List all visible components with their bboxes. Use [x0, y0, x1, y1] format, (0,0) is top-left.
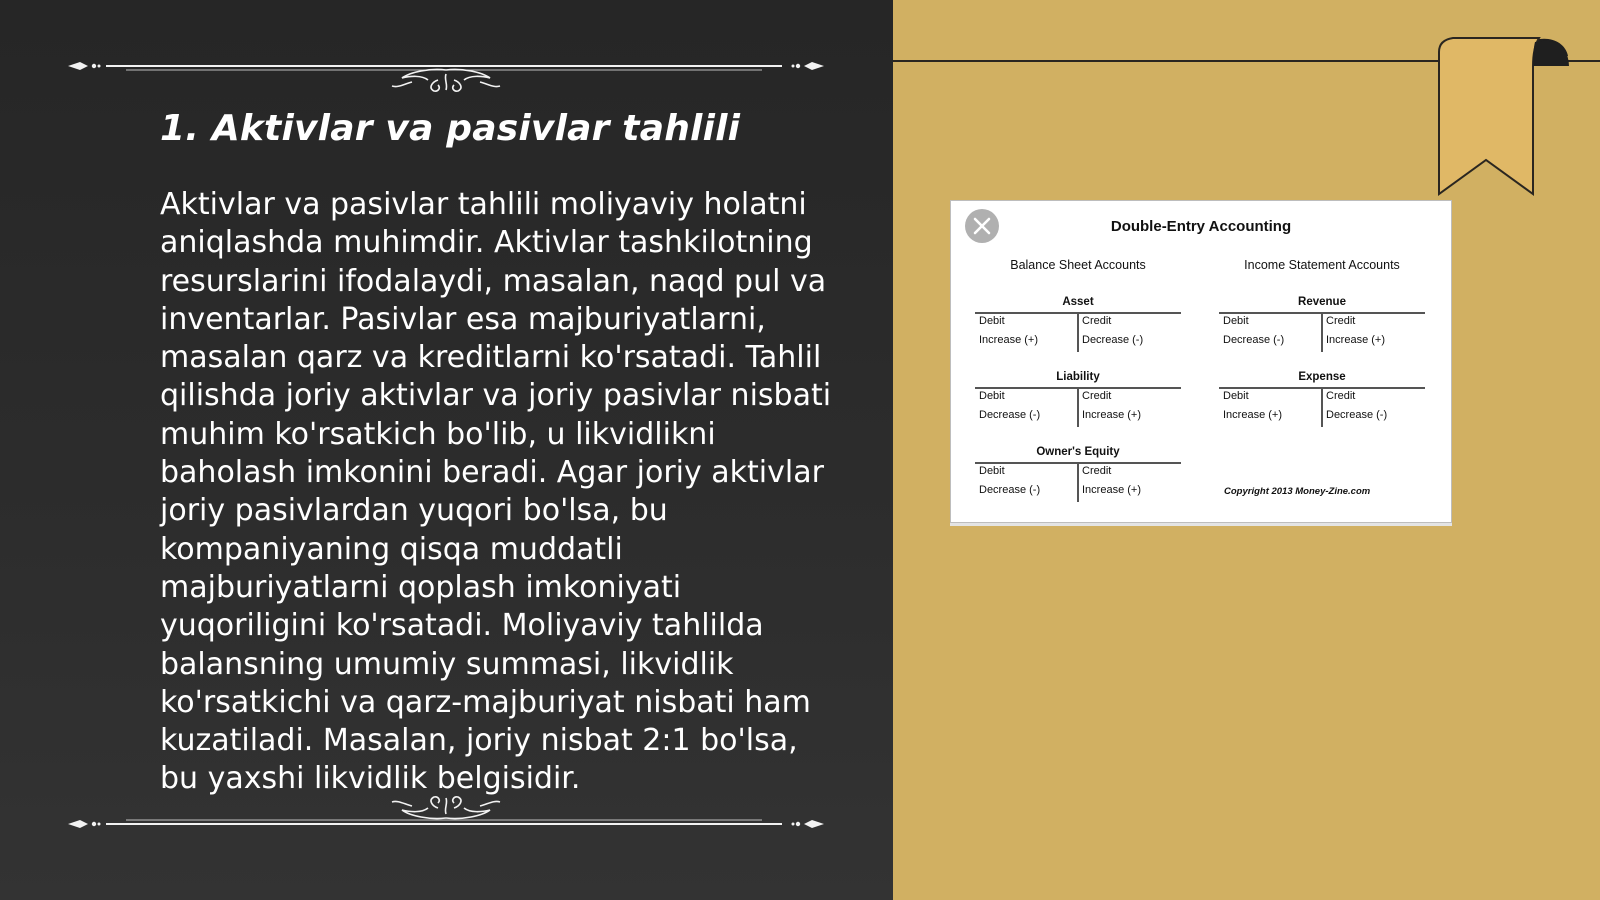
debit-label: Debit: [1223, 315, 1249, 327]
debit-effect: Increase (+): [1223, 409, 1282, 421]
credit-label: Credit: [1082, 315, 1112, 327]
debit-effect: Decrease (-): [979, 409, 1041, 421]
debit-effect: Decrease (-): [1223, 334, 1285, 346]
account-name: Asset: [1062, 296, 1094, 308]
account-name: Liability: [1056, 371, 1100, 383]
t-account-divider: [1321, 387, 1323, 427]
credit-label: Credit: [1326, 390, 1356, 402]
account-name: Revenue: [1298, 296, 1346, 308]
credit-effect: Decrease (-): [1082, 334, 1144, 346]
credit-effect: Increase (+): [1082, 484, 1141, 496]
double-entry-accounting-figure: [950, 200, 1452, 523]
expense-t-account: [1219, 371, 1425, 459]
slide-title: 1. Aktivlar va pasivlar tahlili: [160, 108, 741, 149]
bookmark-ribbon-icon: [1435, 36, 1600, 201]
t-account-divider: [1321, 312, 1323, 352]
credit-effect: Increase (+): [1082, 409, 1141, 421]
debit-effect: Increase (+): [979, 334, 1038, 346]
credit-label: Credit: [1326, 315, 1356, 327]
balance-sheet-header: Balance Sheet Accounts: [1010, 258, 1146, 272]
account-name: Owner's Equity: [1036, 446, 1120, 458]
income-statement-header: Income Statement Accounts: [1244, 258, 1400, 272]
owners-equity-t-account: [975, 446, 1181, 534]
copyright-text: Copyright 2013 Money-Zine.com: [1224, 486, 1371, 497]
debit-label: Debit: [979, 390, 1005, 402]
debit-effect: Decrease (-): [979, 484, 1041, 496]
t-account-divider: [1077, 312, 1079, 352]
credit-effect: Increase (+): [1326, 334, 1385, 346]
slide-body-text: Aktivlar va pasivlar tahlili moliyaviy holatni aniqlashda muhimdir. Aktivlar tashkilotning resurslarini ifodalaydi, masalan, naqd pul va inventarlar. Pasivlar esa majburiyatlarni, masalan qarz va kreditlarni ko'rsatadi. Tahlil qilishda joriy aktivlar va joriy pasivlar nisbati muhim ko'rsatkich bo'lib, u likvidlikni baholash imkonini beradi. Agar joriy aktivlar joriy pasivlardan yuqori bo'lsa, bu kompaniyaning qisqa muddatli majburiyatlarni qoplash imkoniyati yuqoriligini ko'rsatadi. Moliyaviy tahlilda balansning umumiy summasi, likvidlik ko'rsatkichi va qarz-majburiyat nisbati ham kuzatiladi. Masalan, joriy nisbat 2:1 bo'lsa, bu yaxshi likvidlik belgisidir.: [160, 187, 832, 797]
t-account-divider: [1077, 462, 1079, 502]
credit-label: Credit: [1082, 390, 1112, 402]
credit-label: Credit: [1082, 465, 1112, 477]
debit-label: Debit: [979, 315, 1005, 327]
debit-label: Debit: [1223, 390, 1249, 402]
debit-label: Debit: [979, 465, 1005, 477]
credit-effect: Decrease (-): [1326, 409, 1388, 421]
account-name: Expense: [1298, 371, 1346, 383]
t-account-divider: [1077, 387, 1079, 427]
figure-title: Double-Entry Accounting: [1110, 218, 1292, 235]
top-ornament-divider-icon: [66, 42, 826, 92]
